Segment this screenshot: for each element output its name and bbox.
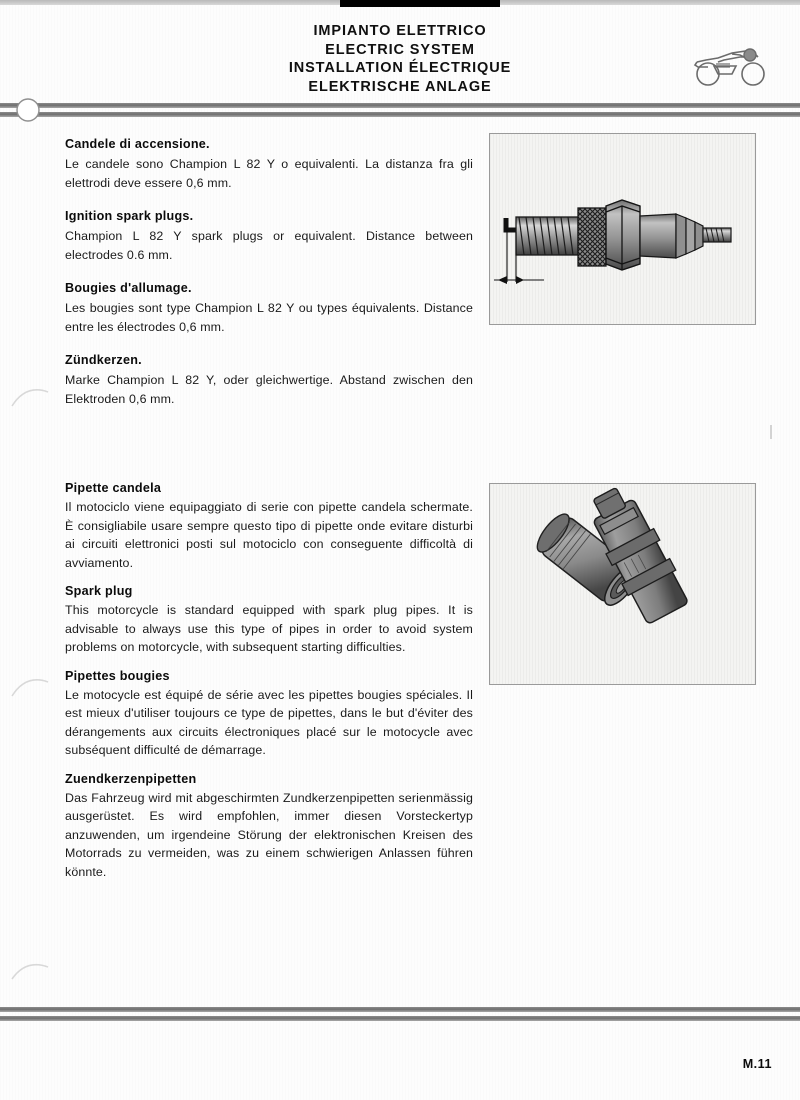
rule-bar-lower: [0, 112, 800, 117]
block-body: Le motocycle est équipé de série avec les pipettes bougies spéciales. Il est mieux d'utiliser toujours ce type de pipettes, dans le but d'éviter des dérangements aux circuits électroniques placé sur le motocycle avec subséquent difficulté de démarrage.: [65, 687, 473, 757]
scan-artifact-tick: [770, 425, 772, 439]
page-number: M.11: [742, 1057, 772, 1071]
scan-artifact-arc: [8, 955, 52, 981]
block-title: Spark plug: [65, 584, 133, 598]
block-title: Ignition spark plugs.: [65, 209, 194, 223]
block-body: Les bougies sont type Champion L 82 Y ou types équivalents. Distance entre les électrodes 0,6 mm.: [65, 301, 473, 334]
page-top-black-marker: [340, 0, 500, 7]
rule-hook-ornament: [6, 98, 50, 124]
header-line-english: ELECTRIC SYSTEM: [325, 41, 475, 58]
block-zundkerzen: [65, 353, 473, 409]
block-body: This motorcycle is standard equipped with spark plug pipes. It is advisable to always use this type of pipes in order to avoid system problems on motorcycle, with subsequent starting difficulties.: [65, 603, 473, 654]
block-title: Zuendkerzenpipetten: [65, 771, 197, 786]
block-body: Das Fahrzeug wird mit abgeschirmten Zundkerzenpipetten serienmässig ausgerüstet. Es wird empfohlen, immer diesen Vorsteckertyp anzuwenden, um irgendeine Störung der elektronischen Kreisen des Motorrads zu vermeiden, was zu einem schwierigen Anlassen führen könnte.: [65, 790, 473, 879]
header-line-italian: IMPIANTO ELETTRICO: [313, 23, 487, 39]
spark-plug-illustration: [489, 133, 756, 325]
header-line-french: INSTALLATION ÉLECTRIQUE: [288, 60, 512, 76]
block-title: Pipette candela: [65, 481, 162, 495]
motorcycle-icon: [688, 38, 774, 90]
block-title: Pipettes bougies: [65, 668, 170, 683]
block-title: Bougies d'allumage.: [65, 281, 192, 295]
rule-bar-upper: [0, 1007, 800, 1012]
block-pipette-candela: [65, 481, 473, 572]
block-bougies-dallumage: [65, 281, 473, 337]
block-body: Le candele sono Champion L 82 Y o equivalenti. La distanza fra gli elettrodi deve essere 0,6 mm.: [65, 157, 473, 190]
scan-artifact-arc: [8, 672, 52, 698]
section-spark-plugs: [65, 137, 473, 409]
spark-plug-cap-illustration: [489, 483, 756, 685]
rule-bar-upper: [0, 103, 800, 108]
block-zuendkerzenpipetten: [65, 772, 473, 882]
block-body: Marke Champion L 82 Y, oder gleichwertige. Abstand zwischen den Elektroden 0,6 mm.: [65, 373, 473, 406]
scan-artifact-arc: [8, 382, 52, 408]
rule-band-top: [0, 99, 800, 121]
block-pipettes-bougies: [65, 669, 473, 760]
block-spark-plug: [65, 584, 473, 657]
header-line-german: ELEKTRISCHE ANLAGE: [308, 78, 492, 95]
block-body: Il motociclo viene equipaggiato di serie con pipette candela schermate. È consigliabile usare sempre questo tipo di pipette onde evitare disturbi ai circuiti elettronici posti sul motociclo con conseguente difficoltà di avviamento.: [65, 500, 473, 570]
block-title: Candele di accensione.: [65, 137, 210, 151]
page-header: [0, 22, 800, 96]
rule-band-bottom: [0, 1003, 800, 1025]
section-spark-plug-caps: [65, 481, 473, 893]
block-title: Zündkerzen.: [65, 353, 142, 367]
block-ignition-spark-plugs: [65, 209, 473, 265]
rule-bar-lower: [0, 1016, 800, 1021]
block-candele-di-accensione: [65, 137, 473, 193]
block-body: Champion L 82 Y spark plugs or equivalent. Distance between electrodes 0.6 mm.: [65, 229, 473, 262]
